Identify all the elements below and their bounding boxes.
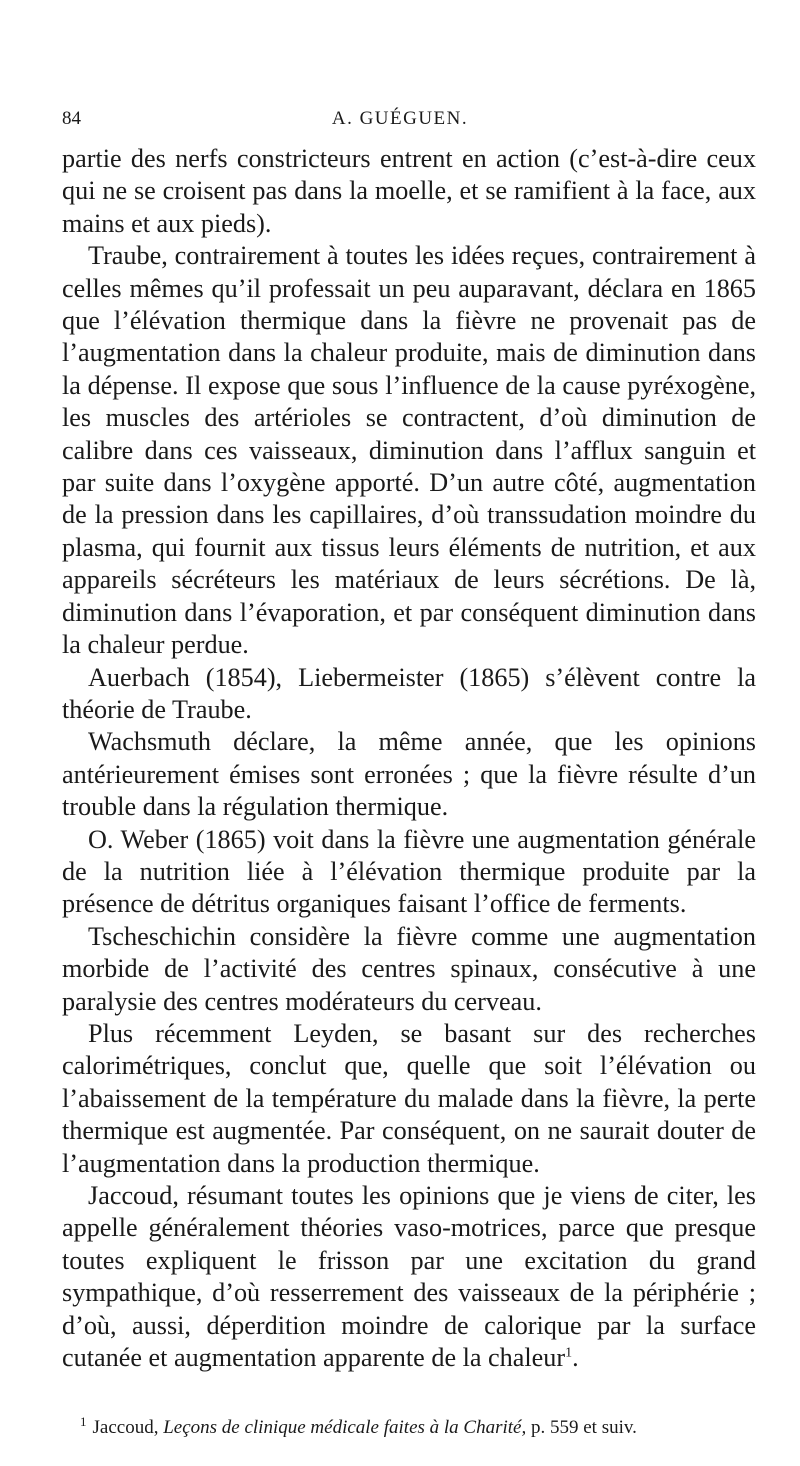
paragraph: O. Weber (1865) voit dans la fièvre une augmentation générale de la nutrition liée à l’élévation thermique produite par la présence de détritus organiques faisant l’office de ferments. <box>62 824 756 919</box>
footnote-author: Jaccoud, <box>92 1417 159 1438</box>
footnote-marker: 1 <box>80 1413 87 1429</box>
paragraph-text: Jaccoud, résumant toutes les opinions que je viens de citer, les appelle généralement théories vaso-motrices, parce que presque toutes expliquent le frisson par une excitation du grand sympathique, d’où resserrement des vaisseaux de la périphérie ; d’où, aussi, déperdition moindre de calorique par la surface cutanée et augmentation apparente de la chaleur <box>62 1181 756 1373</box>
footnote-rest: p. 559 et suiv. <box>531 1417 637 1438</box>
body-text <box>62 143 756 1374</box>
paragraph: Wachsmuth déclare, la même année, que les opinions antérieurement émises sont erronées ; que la fièvre résulte d’un trouble dans la régulation thermique. <box>62 727 756 822</box>
footnote <box>62 1413 756 1440</box>
footnote-title: Leçons de clinique médicale faites à la Charité, <box>163 1417 527 1438</box>
paragraph: Tscheschichin considère la fièvre comme une augmentation morbide de l’activité des centres spinaux, consécutive à une paralysie des centres modérateurs du cerveau. <box>62 921 756 1016</box>
paragraph: Jaccoud, résumant toutes les opinions que je viens de citer, les appelle généralement théories vaso-motrices, parce que presque toutes expliquent le frisson par une excitation du grand sympathique, d’où resserrement des vaisseaux de la périphérie ; d’où, aussi, déperdition moindre de calorique par la surface cutanée et augmentation apparente de la chaleur$^1$. <box>62 1181 756 1373</box>
paragraph: Auerbach (1854), Liebermeister (1865) s’élèvent contre la théorie de Traube. <box>62 662 756 724</box>
page-header <box>62 108 738 138</box>
paragraph: Traube, contrairement à toutes les idées reçues, contrairement à celles mêmes qu’il professait un peu auparavant, déclara en 1865 que l’élévation thermique dans la fièvre ne provenait pas de l’augmentation dans la chaleur produite, mais de diminution dans la dépense. Il expose que sous l’influence de la cause pyréxogène, les muscles des artérioles se contractent, d’où diminution de calibre dans ces vaisseaux, diminution dans l’afflux sanguin et par suite dans l’oxygène apporté. D’un autre côté, augmentation de la pression dans les capillaires, d’où transsudation moindre du plasma, qui fournit aux tissus leurs éléments de nutrition, et aux appareils sécréteurs les matériaux de leurs sécrétions. De là, diminution dans l’évaporation, et par conséquent diminution dans la chaleur perdue. <box>62 241 756 660</box>
running-head: A. GUÉGUEN. <box>331 108 469 129</box>
footnote-reference: 1 <box>565 1345 573 1361</box>
paragraph: partie des nerfs constricteurs entrent en action (c’est-à-dire ceux qui ne se croisent pas dans la moelle, et se ramifient à la face, aux mains et aux pieds). <box>62 144 756 238</box>
page-number: 84 <box>62 108 81 129</box>
paragraph: Plus récemment Leyden, se basant sur des recherches calorimétriques, conclut que, quelle que soit l’élévation ou l’abaissement de la température du malade dans la fièvre, la perte thermique est augmentée. Par conséquent, on ne saurait douter de l’augmentation dans la production thermique. <box>62 1018 756 1178</box>
